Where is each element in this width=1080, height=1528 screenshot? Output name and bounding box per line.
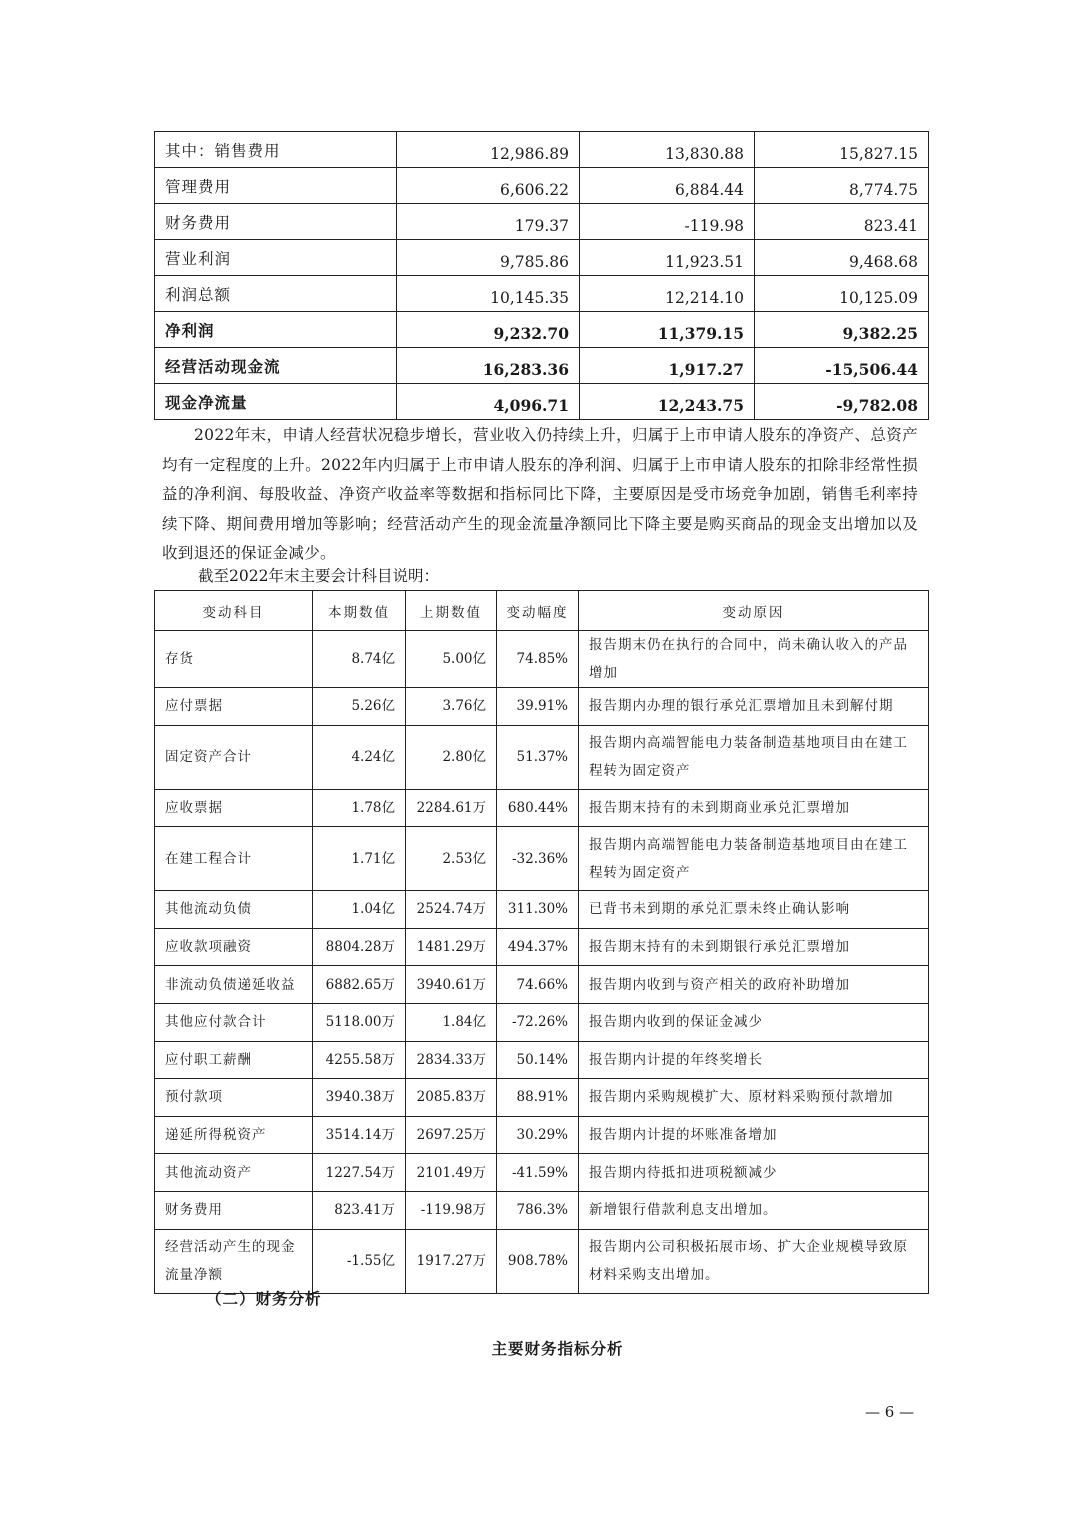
previous-value-cell: 1481.29万: [406, 928, 497, 966]
value-cell: 9,785.86: [397, 240, 580, 276]
item-cell: 预付款项: [155, 1079, 313, 1117]
change-rate-cell: -41.59%: [497, 1154, 579, 1192]
reason-cell: 报告期内计提的坏账准备增加: [579, 1116, 929, 1154]
value-cell: 13,830.88: [580, 132, 755, 168]
current-value-cell: 823.41万: [313, 1191, 406, 1229]
reason-cell: 报告期末持有的未到期商业承兑汇票增加: [579, 789, 929, 827]
item-cell: 存货: [155, 631, 313, 688]
table-row: [155, 966, 929, 1004]
current-value-cell: 3514.14万: [313, 1116, 406, 1154]
reason-cell: 报告期内高端智能电力装备制造基地项目由在建工程转为固定资产: [579, 725, 929, 789]
previous-value-cell: 3.76亿: [406, 688, 497, 726]
value-cell: 10,145.35: [397, 276, 580, 312]
change-rate-cell: 494.37%: [497, 928, 579, 966]
change-rate-cell: 680.44%: [497, 789, 579, 827]
previous-value-cell: 1.84亿: [406, 1003, 497, 1041]
current-value-cell: 8.74亿: [313, 631, 406, 688]
current-value-cell: 4.24亿: [313, 725, 406, 789]
table-row: [155, 1154, 929, 1192]
row-label: 现金净流量: [155, 384, 397, 420]
value-cell: 1,917.27: [580, 348, 755, 384]
value-cell: 823.41: [755, 204, 929, 240]
table-row: [155, 1191, 929, 1229]
value-cell: 11,379.15: [580, 312, 755, 348]
section-heading: （二）财务分析: [206, 1289, 322, 1308]
current-value-cell: 1.71亿: [313, 827, 406, 891]
reason-cell: 报告期内公司积极拓展市场、扩大企业规模导致原材料采购支出增加。: [579, 1229, 929, 1293]
reason-cell: 报告期内办理的银行承兑汇票增加且未到解付期: [579, 688, 929, 726]
reason-cell: 新增银行借款利息支出增加。: [579, 1191, 929, 1229]
row-label: 营业利润: [155, 240, 397, 276]
table-row: [155, 240, 929, 276]
row-label: 经营活动现金流: [155, 348, 397, 384]
table-row: [155, 1003, 929, 1041]
previous-value-cell: 2524.74万: [406, 891, 497, 929]
account-changes-body: [155, 631, 929, 1294]
table-row: [155, 928, 929, 966]
table-row: [155, 276, 929, 312]
header-current: 本期数值: [313, 591, 406, 631]
previous-value-cell: 2085.83万: [406, 1079, 497, 1117]
table-row: [155, 1041, 929, 1079]
value-cell: 11,923.51: [580, 240, 755, 276]
table-row: [155, 1116, 929, 1154]
current-value-cell: 1227.54万: [313, 1154, 406, 1192]
item-cell: 应付票据: [155, 688, 313, 726]
value-cell: -9,782.08: [755, 384, 929, 420]
previous-value-cell: -119.98万: [406, 1191, 497, 1229]
current-value-cell: 3940.38万: [313, 1079, 406, 1117]
row-label: 净利润: [155, 312, 397, 348]
previous-value-cell: 2101.49万: [406, 1154, 497, 1192]
value-cell: 12,986.89: [397, 132, 580, 168]
table-row: [155, 348, 929, 384]
table-header-row: [155, 591, 929, 631]
changes-intro: 截至2022年末主要会计科目说明：: [198, 567, 439, 585]
change-rate-cell: 74.66%: [497, 966, 579, 1004]
header-reason: 变动原因: [579, 591, 929, 631]
current-value-cell: 8804.28万: [313, 928, 406, 966]
value-cell: 6,884.44: [580, 168, 755, 204]
table-row: [155, 384, 929, 420]
reason-cell: 已背书未到期的承兑汇票未终止确认影响: [579, 891, 929, 929]
table-row: [155, 789, 929, 827]
table-row: [155, 132, 929, 168]
current-value-cell: 5118.00万: [313, 1003, 406, 1041]
table-row: [155, 312, 929, 348]
header-item: 变动科目: [155, 591, 313, 631]
value-cell: -119.98: [580, 204, 755, 240]
previous-value-cell: 2.80亿: [406, 725, 497, 789]
reason-cell: 报告期内采购规模扩大、原材料采购预付款增加: [579, 1079, 929, 1117]
financial-summary-body: [155, 132, 929, 420]
value-cell: 9,232.70: [397, 312, 580, 348]
change-rate-cell: 908.78%: [497, 1229, 579, 1293]
current-value-cell: 1.04亿: [313, 891, 406, 929]
item-cell: 其他流动负债: [155, 891, 313, 929]
reason-cell: 报告期内计提的年终奖增长: [579, 1041, 929, 1079]
change-rate-cell: -72.26%: [497, 1003, 579, 1041]
previous-value-cell: 2284.61万: [406, 789, 497, 827]
table-row: [155, 725, 929, 789]
value-cell: 6,606.22: [397, 168, 580, 204]
change-rate-cell: 39.91%: [497, 688, 579, 726]
table-row: [155, 1229, 929, 1293]
value-cell: 9,382.25: [755, 312, 929, 348]
previous-value-cell: 2834.33万: [406, 1041, 497, 1079]
row-label: 利润总额: [155, 276, 397, 312]
table-row: [155, 891, 929, 929]
change-rate-cell: 51.37%: [497, 725, 579, 789]
reason-cell: 报告期末仍在执行的合同中，尚未确认收入的产品增加: [579, 631, 929, 688]
change-rate-cell: 786.3%: [497, 1191, 579, 1229]
change-rate-cell: 88.91%: [497, 1079, 579, 1117]
reason-cell: 报告期内收到的保证金减少: [579, 1003, 929, 1041]
reason-cell: 报告期内高端智能电力装备制造基地项目由在建工程转为固定资产: [579, 827, 929, 891]
item-cell: 递延所得税资产: [155, 1116, 313, 1154]
value-cell: -15,506.44: [755, 348, 929, 384]
item-cell: 非流动负债递延收益: [155, 966, 313, 1004]
current-value-cell: 1.78亿: [313, 789, 406, 827]
table-row: [155, 204, 929, 240]
table-row: [155, 1079, 929, 1117]
value-cell: 16,283.36: [397, 348, 580, 384]
current-value-cell: 4255.58万: [313, 1041, 406, 1079]
value-cell: 15,827.15: [755, 132, 929, 168]
change-rate-cell: 311.30%: [497, 891, 579, 929]
row-label: 财务费用: [155, 204, 397, 240]
previous-value-cell: 3940.61万: [406, 966, 497, 1004]
value-cell: 4,096.71: [397, 384, 580, 420]
reason-cell: 报告期内待抵扣进项税额减少: [579, 1154, 929, 1192]
change-rate-cell: 30.29%: [497, 1116, 579, 1154]
table-row: [155, 168, 929, 204]
item-cell: 经营活动产生的现金流量净额: [155, 1229, 313, 1293]
table-row: [155, 631, 929, 688]
page-number: — 6 —: [865, 1403, 915, 1421]
item-cell: 在建工程合计: [155, 827, 313, 891]
center-title: 主要财务指标分析: [491, 1339, 624, 1358]
item-cell: 其他应付款合计: [155, 1003, 313, 1041]
value-cell: 12,214.10: [580, 276, 755, 312]
current-value-cell: -1.55亿: [313, 1229, 406, 1293]
current-value-cell: 6882.65万: [313, 966, 406, 1004]
value-cell: 9,468.68: [755, 240, 929, 276]
header-previous: 上期数值: [406, 591, 497, 631]
value-cell: 12,243.75: [580, 384, 755, 420]
previous-value-cell: 2697.25万: [406, 1116, 497, 1154]
value-cell: 179.37: [397, 204, 580, 240]
previous-value-cell: 5.00亿: [406, 631, 497, 688]
change-rate-cell: 50.14%: [497, 1041, 579, 1079]
summary-paragraph: 2022年末，申请人经营状况稳步增长，营业收入仍持续上升，归属于上市申请人股东的净资产、总资产均有一定程度的上升。2022年内归属于上市申请人股东的净利润、归属于上市申请人股东的扣除非经常性损益的净利润、每股收益、净资产收益率等数据和指标同比下降，主要原因是受市场竞争加剧，销售毛利率持续下降、期间费用增加等影响；经营活动产生的现金流量净额同比下降主要是购买商品的现金支出增加以及收到退还的保证金减少。: [162, 426, 918, 562]
item-cell: 财务费用: [155, 1191, 313, 1229]
change-rate-cell: 74.85%: [497, 631, 579, 688]
table-row: [155, 688, 929, 726]
account-changes-table: [154, 590, 929, 1294]
item-cell: 其他流动资产: [155, 1154, 313, 1192]
item-cell: 应收款项融资: [155, 928, 313, 966]
row-label: 其中：销售费用: [155, 132, 397, 168]
value-cell: 8,774.75: [755, 168, 929, 204]
value-cell: 10,125.09: [755, 276, 929, 312]
header-change: 变动幅度: [497, 591, 579, 631]
item-cell: 应收票据: [155, 789, 313, 827]
financial-summary-table: [154, 131, 929, 420]
item-cell: 固定资产合计: [155, 725, 313, 789]
reason-cell: 报告期内收到与资产相关的政府补助增加: [579, 966, 929, 1004]
change-rate-cell: -32.36%: [497, 827, 579, 891]
reason-cell: 报告期末持有的未到期银行承兑汇票增加: [579, 928, 929, 966]
current-value-cell: 5.26亿: [313, 688, 406, 726]
previous-value-cell: 1917.27万: [406, 1229, 497, 1293]
row-label: 管理费用: [155, 168, 397, 204]
table-row: [155, 827, 929, 891]
item-cell: 应付职工薪酬: [155, 1041, 313, 1079]
previous-value-cell: 2.53亿: [406, 827, 497, 891]
